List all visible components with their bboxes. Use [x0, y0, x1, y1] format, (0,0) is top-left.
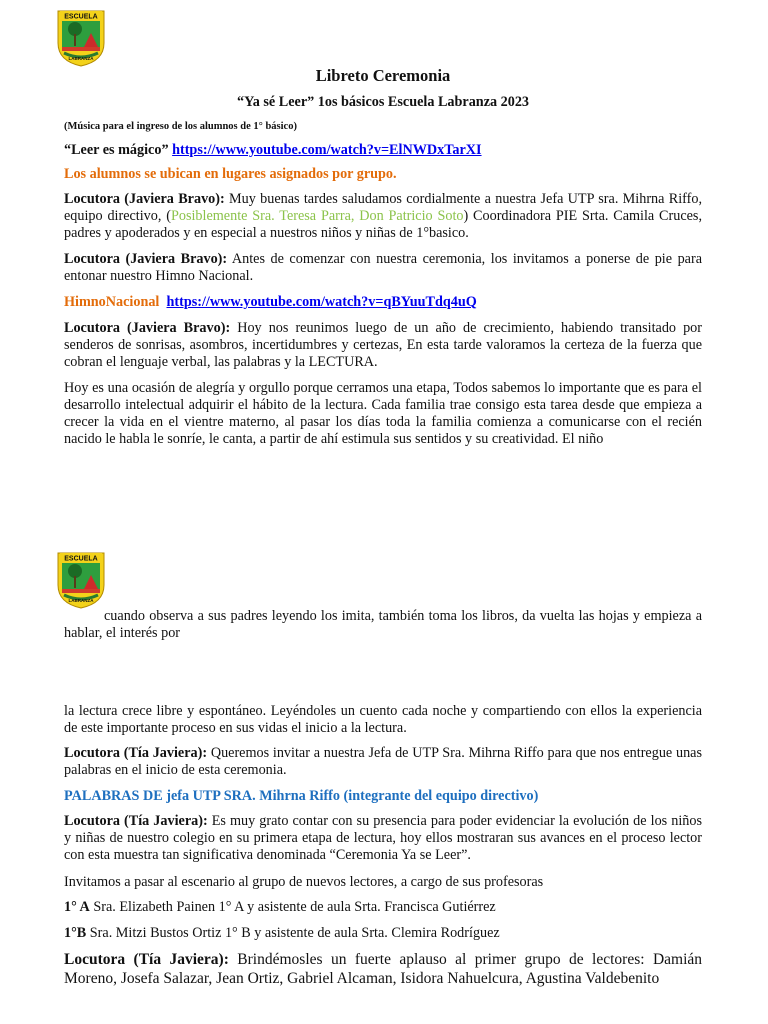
anthem-line	[64, 294, 702, 311]
paragraph-invite-stage: Invitamos a pasar al escenario al grupo de nuevos lectores, a cargo de sus profesoras	[64, 874, 544, 890]
highlight-text: Posiblemente Sra. Teresa Parra, Don Patricio Soto	[170, 208, 464, 224]
song-line	[64, 142, 702, 159]
paragraph-text: Muy buenas tardes saludamos cordialmente a nuestra Jefa UTP sra. Mihrna Riffo, equipo directivo, (	[64, 191, 702, 224]
paragraph-anthem-intro	[64, 251, 702, 285]
paragraph-continuation: cuando observa a sus padres leyendo los imita, también toma los libros, da vuelta las hojas y empieza a hablar, el interés por	[64, 608, 702, 641]
speaker-label: Locutora (Tía Javiera):	[64, 813, 208, 829]
crest-top-text: ESCUELA	[64, 13, 98, 21]
crest-top-text: ESCUELA	[64, 555, 98, 563]
anthem-label: HimnoNacional	[64, 294, 160, 310]
paragraph-text: Hoy nos reunimos luego de un año de crecimiento, habiendo transitado por senderos de sonrisas, asombros, incertidumbres y certezas, En esta tarde valoramos la certeza de la fuerza que cobran el lenguaje verbal, las palabras y la LECTURA.	[64, 320, 702, 370]
paragraph-evolution	[64, 813, 702, 864]
paragraph-text: Brindémosles un fuerte aplauso al primer grupo de lectores: Damián Moreno, Josefa Salazar, Jean Ortiz, Gabriel Alcaman, Isidora Nahuelcura, Agustina Valdebenito	[64, 951, 703, 987]
group-1b	[64, 925, 702, 942]
crest-bottom-text: LABRANZA	[68, 56, 94, 61]
paragraph-text: Queremos invitar a nuestra Jefa de UTP Sra. Mihrna Riffo para que nos entregue unas palabras en el inicio de esta ceremonia.	[64, 745, 702, 778]
stage-note: Los alumnos se ubican en lugares asignados por grupo.	[64, 166, 397, 182]
speaker-label: Locutora (Javiera Bravo):	[64, 320, 231, 336]
document-title: Libreto Ceremonia	[315, 66, 451, 85]
anthem-link[interactable]: https://www.youtube.com/watch?v=qBYuuTdq4uQ	[166, 294, 477, 310]
paragraph-text: Antes de comenzar con nuestra ceremonia, los invitamos a ponerse de pie para entonar nuestro Himno Nacional.	[64, 251, 702, 284]
speaker-label: Locutora (Tía Javiera):	[64, 745, 208, 761]
crest-bottom-text: LABRANZA	[68, 598, 94, 603]
paragraph-growth	[64, 320, 702, 371]
group-label: 1°B	[64, 925, 87, 941]
paragraph-reading: Hoy es una ocasión de alegría y orgullo porque cerramos una etapa, Todos sabemos lo importante que es para el desarrollo intelectual adquirir el hábito de la lectura. Cada familia trae consigo esta tarea desde que empieza a crecer la vida en el vientre materno, al pasar los días toda la familia comienza a comunicarse con el recién nacido le habla le sonríe, le canta, a partir de ahí estimula sus sentidos y su creatividad. El niño	[64, 380, 702, 447]
paragraph-greeting	[64, 191, 702, 242]
group-label: 1° A	[64, 899, 90, 915]
paragraph-text: ) Coordinadora PIE Srta. Camila Cruces, padres y apoderados y en especial a nuestros niños y niñas de 1°basico.	[64, 208, 702, 241]
document-subtitle: “Ya sé Leer” 1os básicos Escuela Labranza 2023	[236, 94, 530, 110]
school-crest-icon	[56, 551, 106, 609]
school-crest-icon	[56, 9, 106, 67]
paragraph-invite-utp	[64, 745, 702, 779]
song-label: “Leer es mágico”	[64, 142, 169, 158]
group-1a	[64, 899, 702, 916]
song-link[interactable]: https://www.youtube.com/watch?v=ElNWDxTarXI	[172, 142, 482, 158]
music-note: (Música para el ingreso de los alumnos de 1° básico)	[64, 121, 297, 132]
paragraph-text: Es muy grato contar con su presencia para poder evidenciar la evolución de los niños y niñas de nuestro colegio en su primera etapa de lectura, hoy ellos mostraran sus avances en el proceso lector con esta muestra tan significativa denominada “Ceremonia Ya se Leer”.	[64, 813, 702, 863]
speaker-label: Locutora (Javiera Bravo):	[64, 191, 225, 207]
paragraph-reading-end: la lectura crece libre y espontáneo. Leyéndoles un cuento cada noche y compartiendo con ellos la experiencia de este importante proceso en sus vidas el inicio a la lectura.	[64, 703, 702, 736]
section-heading-utp: PALABRAS DE jefa UTP SRA. Mihrna Riffo (integrante del equipo directivo)	[64, 788, 539, 804]
group-text: Sra. Elizabeth Painen 1° A y asistente de aula Srta. Francisca Gutiérrez	[89, 899, 496, 915]
group-text: Sra. Mitzi Bustos Ortiz 1° B y asistente de aula Srta. Clemira Rodríguez	[86, 925, 500, 941]
speaker-label: Locutora (Javiera Bravo):	[64, 251, 228, 267]
speaker-label: Locutora (Tía Javiera):	[64, 951, 229, 968]
paragraph-applause	[64, 950, 702, 988]
